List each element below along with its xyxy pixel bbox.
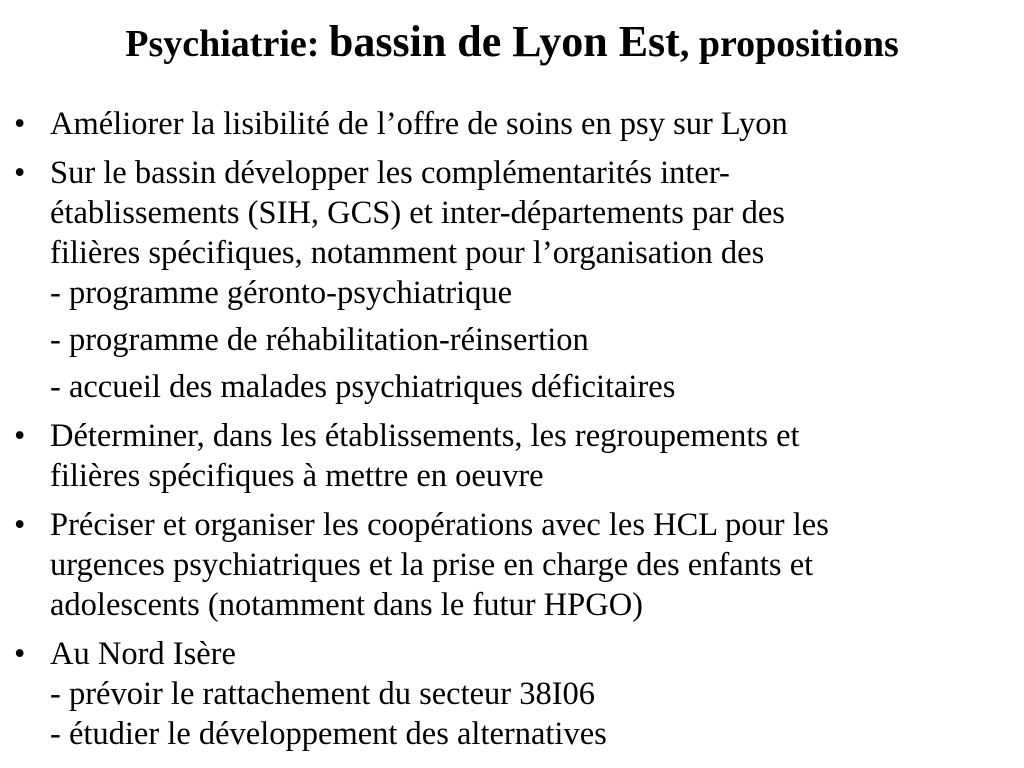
title-part-3: , propositions [679, 23, 899, 65]
sub-item: - programme géronto-psychiatrique [50, 275, 513, 311]
bullet-line: Déterminer, dans les établissements, les regroupements et [50, 418, 800, 454]
sub-item: - accueil des malades psychiatriques déficitaires [50, 369, 676, 405]
bullet-dot: • [14, 418, 26, 454]
bullet-line: établissements (SIH, GCS) et inter-départements par des [50, 195, 785, 231]
bullet-line: filières spécifiques, notamment pour l’organisation des [50, 235, 765, 271]
bullet-dot: • [14, 507, 26, 543]
bullet-item [14, 416, 1014, 496]
slide-title [0, 14, 1024, 80]
bullet-dot: • [14, 155, 26, 191]
sub-item: - étudier le développement des alternatives [50, 716, 607, 752]
title-part-1: Psychiatrie: [125, 23, 329, 65]
bullet-line: adolescents (notamment dans le futur HPGO) [50, 587, 643, 623]
bullet-line: Améliorer la lisibilité de l’offre de soins en psy sur Lyon [50, 106, 788, 142]
sub-item: - programme de réhabilitation-réinsertion [50, 322, 589, 358]
bullet-line: Préciser et organiser les coopérations avec les HCL pour les [50, 507, 829, 543]
bullet-item [14, 153, 1014, 407]
bullet-item [14, 634, 1014, 754]
bullet-list [14, 104, 1014, 763]
bullet-item [14, 505, 1014, 625]
bullet-line: Au Nord Isère [50, 636, 236, 672]
bullet-dot: • [14, 106, 26, 142]
bullet-line: urgences psychiatriques et la prise en charge des enfants et [50, 547, 814, 583]
bullet-item [14, 104, 1014, 144]
sub-item: - prévoir le rattachement du secteur 38I06 [50, 676, 596, 712]
bullet-line: Sur le bassin développer les complémentarités inter- [50, 155, 730, 191]
bullet-dot: • [14, 636, 26, 672]
bullet-line: filières spécifiques à mettre en oeuvre [50, 458, 544, 494]
title-part-2: bassin de Lyon Est [328, 17, 680, 66]
